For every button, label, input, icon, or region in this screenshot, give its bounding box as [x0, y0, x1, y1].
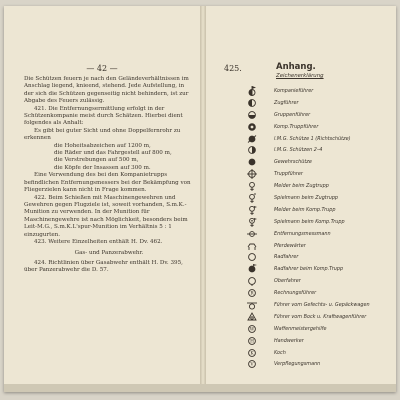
legend-title: Zeichenerklärung — [276, 73, 324, 79]
legend-row — [244, 299, 394, 311]
svg-text:V: V — [250, 363, 254, 369]
legend-row — [244, 275, 394, 287]
svg-text:K: K — [250, 351, 254, 357]
legend-label: Gruppenführer — [274, 111, 311, 118]
venus-icon — [244, 181, 260, 191]
legend-label: Koch — [274, 349, 286, 356]
symbol-legend — [244, 85, 394, 370]
paragraph: 424. Richtlinien über Gasabwehr enthält H. Dv. 395, über Panzerabwehr die D. 57. — [24, 259, 183, 274]
legend-row — [244, 109, 394, 121]
legend-row — [244, 228, 394, 240]
paragraph: Es gibt bei guter Sicht und ohne Doppelfernrohr zu erkennen — [24, 127, 181, 142]
bike-flag-icon — [244, 264, 260, 274]
paragraph: Eine Verwendung des bei den Kompanietrupps befindlichen Entfernungsmessers bei der Bekämpfung von Fliegerzielen kann nicht in Frage kommen. — [24, 172, 191, 194]
svg-text:W: W — [249, 327, 255, 333]
legend-row — [244, 204, 394, 216]
legend-row — [244, 251, 394, 263]
section-heading: Gas- und Panzerabwehr. — [74, 250, 144, 257]
legend-row — [244, 263, 394, 275]
legend-label: Melder beim Zugtrupp — [274, 183, 329, 190]
legend-label: Rechnungsführer — [274, 290, 317, 297]
circle-bottom-half-icon — [244, 110, 260, 120]
legend-row — [244, 97, 394, 109]
legend-label: Kompanieführer — [274, 87, 314, 94]
flag-half-icon — [244, 86, 260, 96]
legend-row — [244, 156, 394, 168]
horse-icon — [244, 241, 260, 251]
circle-v-icon — [244, 359, 260, 369]
circle-r-icon — [244, 288, 260, 298]
circle-dot-icon — [244, 122, 260, 132]
venus-note2-icon — [244, 217, 260, 227]
circle-half-icon — [244, 98, 260, 108]
legend-row — [244, 144, 394, 156]
legend-row — [244, 347, 394, 359]
triangle-circle-icon — [244, 312, 260, 322]
paragraph: 423. Weitere Einzelheiten enthält H. Dv. 462. — [34, 238, 163, 245]
page-number: — 42 — — [86, 64, 118, 73]
paragraph: 422. Beim Schießen mit Maschinengewehren und Gewehren gegen Flugziele ist, soweit vorhanden, S.m.K.-Munition zu verwenden. In der Munition für Maschinengewehre ist nach Möglichkeit, besonders beim Leit-M.G., S.m.K.L'spur-Munition im Verhältnis 5 : 1 einzugurten. — [24, 194, 188, 238]
legend-label: Zugführer — [274, 99, 299, 106]
legend-label: Radfahrer beim Komp.Trupp — [274, 266, 344, 273]
legend-label: l.M.G. Schützen 2–4 — [274, 147, 323, 154]
right-page — [206, 6, 396, 392]
left-page — [4, 6, 200, 392]
book-spread — [4, 6, 396, 392]
circle-k-icon — [244, 348, 260, 358]
legend-label: Radfahrer — [274, 254, 299, 261]
legend-label: Truppführer — [274, 171, 303, 178]
paragraph: die Räder und das Fahrgestell auf 800 m, — [54, 150, 172, 157]
paragraph: die Hoheitsabzeichen auf 1200 m, — [54, 142, 151, 149]
legend-label: Verpflegungsmann — [274, 361, 321, 368]
legend-row — [244, 323, 394, 335]
page-number-right: 425. — [224, 64, 242, 73]
legend-row — [244, 121, 394, 133]
legend-label: l.M.G. Schütze 1 (Richtschütze) — [274, 135, 351, 142]
legend-label: Oberfahrer — [274, 278, 301, 285]
venus-flag-icon — [244, 205, 260, 215]
legend-row — [244, 85, 394, 97]
legend-row — [244, 311, 394, 323]
legend-row — [244, 133, 394, 145]
legend-row — [244, 216, 394, 228]
svg-text:H: H — [250, 339, 254, 345]
paragraph: Die Schützen feuern je nach den Geländeverhältnissen im Anschlag liegend, knieend, stehend. Jede Aufstellung, in der sich die Schützen gegenseitig nicht behindern, ist zur Abgabe des Feuers zulässig. — [24, 76, 189, 105]
circle-h-icon — [244, 336, 260, 346]
legend-row — [244, 358, 394, 370]
legend-label: Entfernungsmessmann — [274, 230, 331, 237]
legend-label: Gewehrschütze — [274, 159, 312, 166]
legend-row — [244, 192, 394, 204]
legend-row — [244, 335, 394, 347]
svg-text:R: R — [250, 291, 254, 297]
page-bottom-edge — [4, 384, 396, 392]
circle-plain-icon — [244, 252, 260, 262]
legend-label: Führer vom Bock u. Kraftwagenführer — [274, 313, 367, 320]
rider-icon — [244, 276, 260, 286]
legend-label: Pferdewärter — [274, 242, 306, 249]
left-page-text — [24, 76, 194, 275]
venus-note-icon — [244, 193, 260, 203]
circle-cross-icon — [244, 169, 260, 179]
circle-lmg-icon — [244, 134, 260, 144]
legend-label: Melder beim Komp.Trupp — [274, 206, 336, 213]
paragraph: die Köpfe der Insassen auf 300 m. — [54, 164, 151, 171]
legend-row — [244, 180, 394, 192]
legend-label: Spielmann beim Komp.Trupp — [274, 218, 345, 225]
legend-label: Führer vom Gefechts- u. Gepäckwagen — [274, 301, 370, 308]
legend-label: Spielmann beim Zugtrupp — [274, 194, 339, 201]
rangefinder-icon — [244, 229, 260, 239]
circle-filled-icon — [244, 157, 260, 167]
legend-row — [244, 168, 394, 180]
circle-w-icon — [244, 324, 260, 334]
appendix-heading: Anhang. — [276, 62, 316, 72]
legend-row — [244, 240, 394, 252]
legend-label: Komp.Truppführer — [274, 123, 319, 130]
circle-lmg2-icon — [244, 145, 260, 155]
legend-label: Handwerker — [274, 337, 304, 344]
cart-icon — [244, 300, 260, 310]
legend-label: Waffenmeistergehilfe — [274, 325, 327, 332]
paragraph: 421. Die Entfernungsermittlung erfolgt in der Schützenkompanie meist durch Schätzen. Hierbei dient folgendes als Anhalt: — [24, 105, 183, 127]
legend-row — [244, 287, 394, 299]
paragraph: die Verstrebungen auf 500 m, — [54, 157, 139, 164]
